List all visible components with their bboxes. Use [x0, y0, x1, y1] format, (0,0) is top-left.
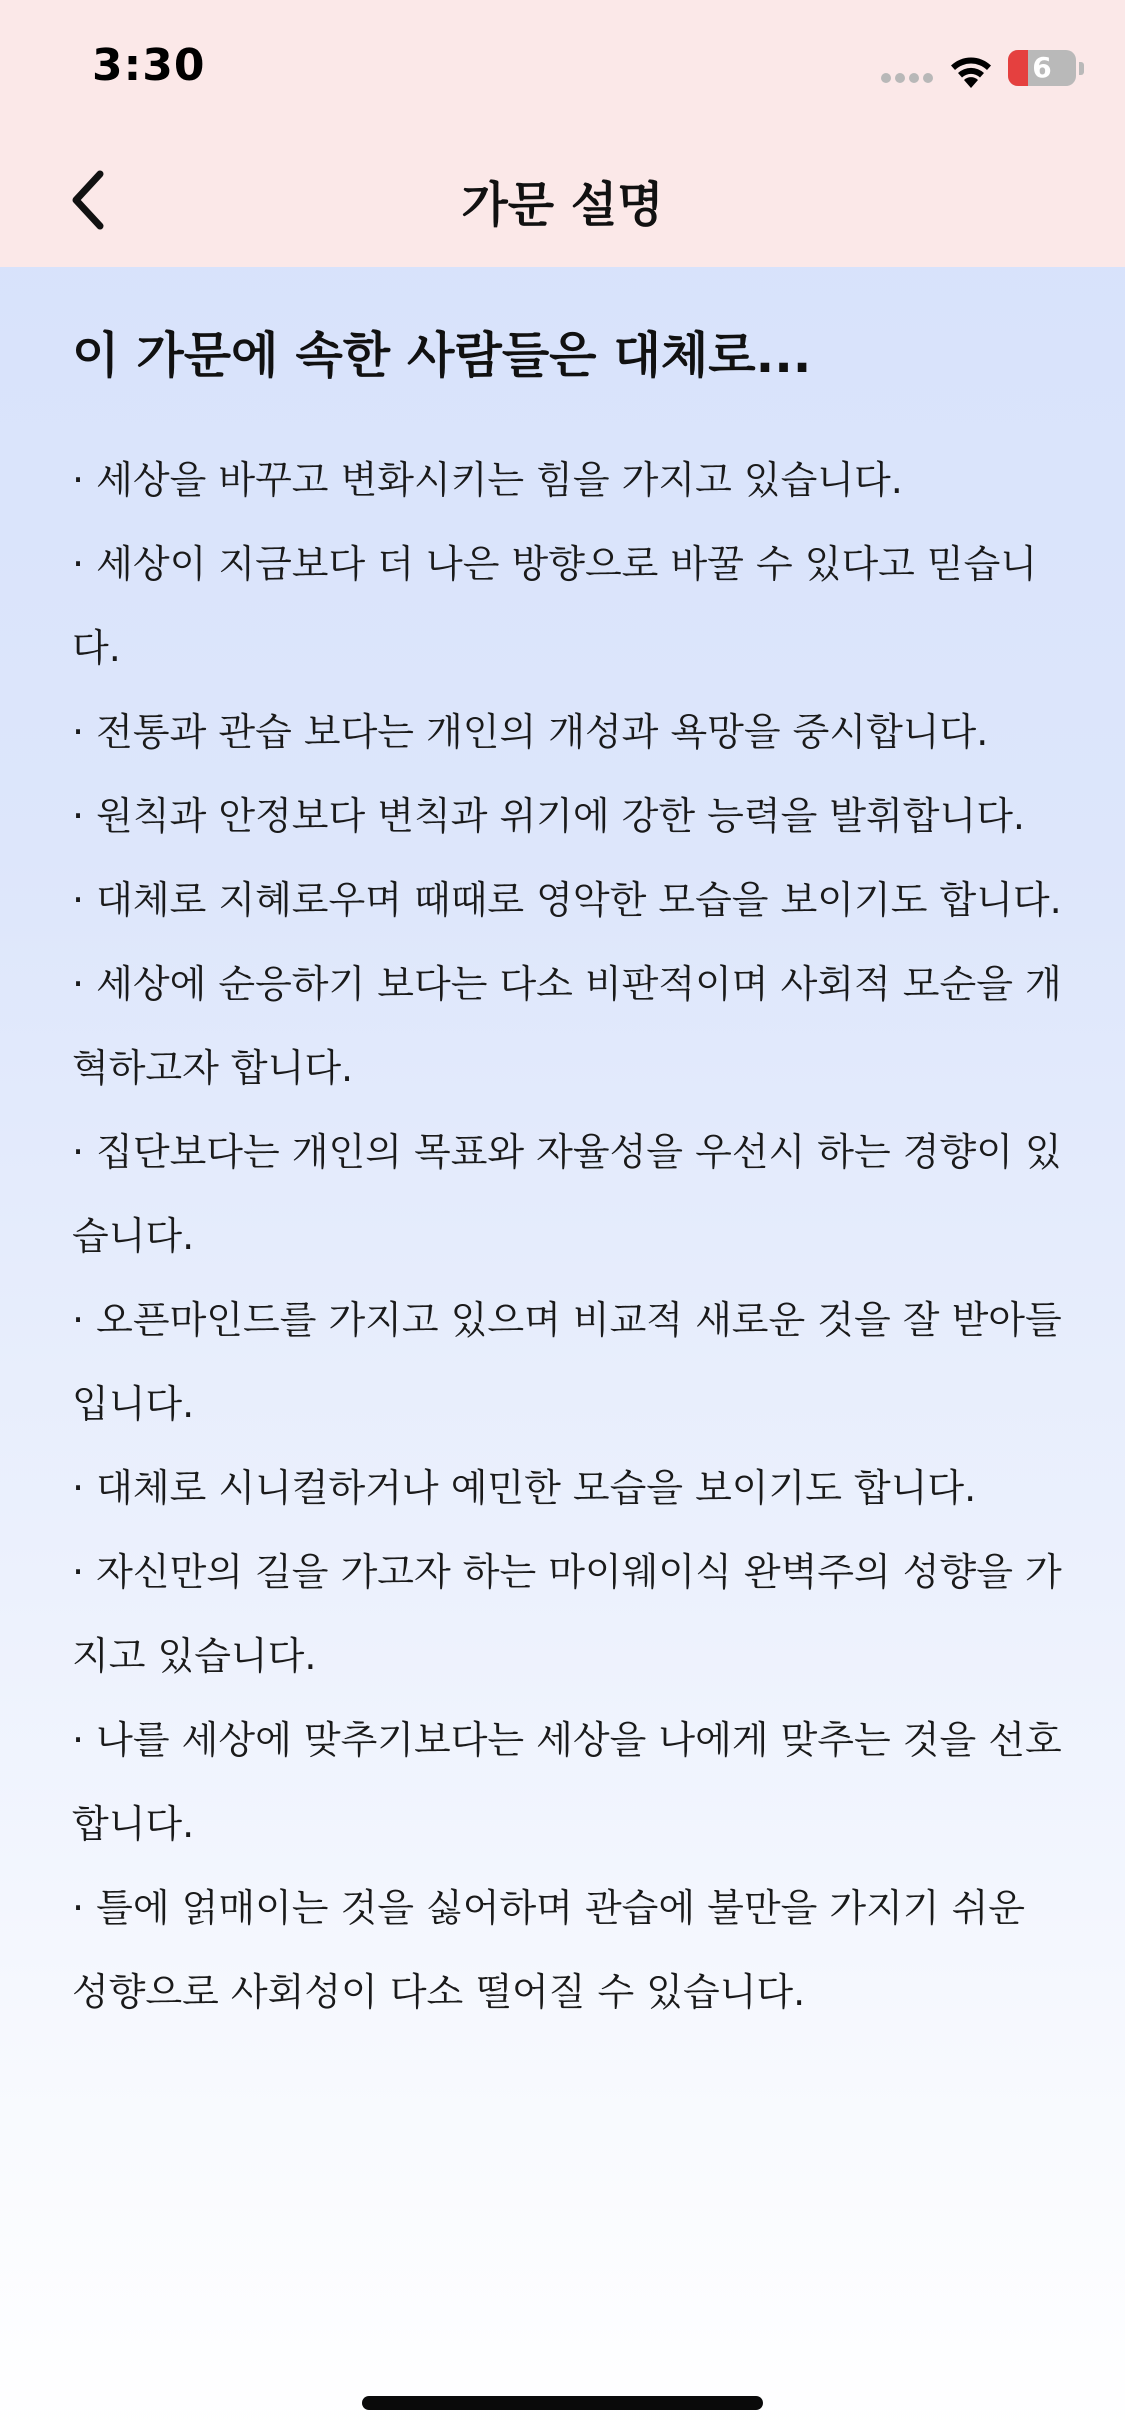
trait-item: · 대체로 지혜로우며 때때로 영악한 모습을 보이기도 합니다. [72, 878, 1062, 922]
cellular-signal-icon [880, 72, 936, 84]
trait-item: · 전통과 관습 보다는 개인의 개성과 욕망을 중시합니다. [72, 710, 989, 754]
trait-item: · 세상에 순응하기 보다는 다소 비판적이며 사회적 모순을 개혁하고자 합니다. [72, 962, 1062, 1090]
description-content [72, 318, 1062, 2034]
trait-item: · 세상이 지금보다 더 나은 방향으로 바꿀 수 있다고 믿습니다. [72, 542, 1038, 670]
traits-list [72, 438, 1062, 2034]
wifi-icon [946, 50, 996, 90]
trait-item: · 세상을 바꾸고 변화시키는 힘을 가지고 있습니다. [72, 458, 903, 502]
battery-percentage: 6 [1032, 51, 1052, 84]
battery-cap [1079, 62, 1084, 75]
status-bar [0, 0, 1125, 132]
home-indicator[interactable] [362, 2396, 763, 2410]
trait-item: · 대체로 시니컬하거나 예민한 모습을 보이기도 합니다. [72, 1466, 977, 1510]
navigation-bar [0, 140, 1125, 260]
status-time: 3:30 [92, 40, 206, 91]
battery-icon [1008, 50, 1076, 86]
trait-item: · 틀에 얽매이는 것을 싫어하며 관습에 불만을 가지기 쉬운 성향으로 사회성이 다소 떨어질 수 있습니다. [72, 1886, 1025, 2014]
trait-item: · 자신만의 길을 가고자 하는 마이웨이식 완벽주의 성향을 가지고 있습니다. [72, 1550, 1062, 1678]
trait-item: · 집단보다는 개인의 목표와 자율성을 우선시 하는 경향이 있습니다. [72, 1130, 1062, 1258]
content-heading: 이 가문에 속한 사람들은 대체로... [72, 327, 812, 384]
trait-item: · 나를 세상에 맞추기보다는 세상을 나에게 맞추는 것을 선호합니다. [72, 1718, 1062, 1846]
page-title: 가문 설명 [461, 177, 664, 233]
trait-item: · 원칙과 안정보다 변칙과 위기에 강한 능력을 발휘합니다. [72, 794, 1025, 838]
trait-item: · 오픈마인드를 가지고 있으며 비교적 새로운 것을 잘 받아들입니다. [72, 1298, 1062, 1426]
